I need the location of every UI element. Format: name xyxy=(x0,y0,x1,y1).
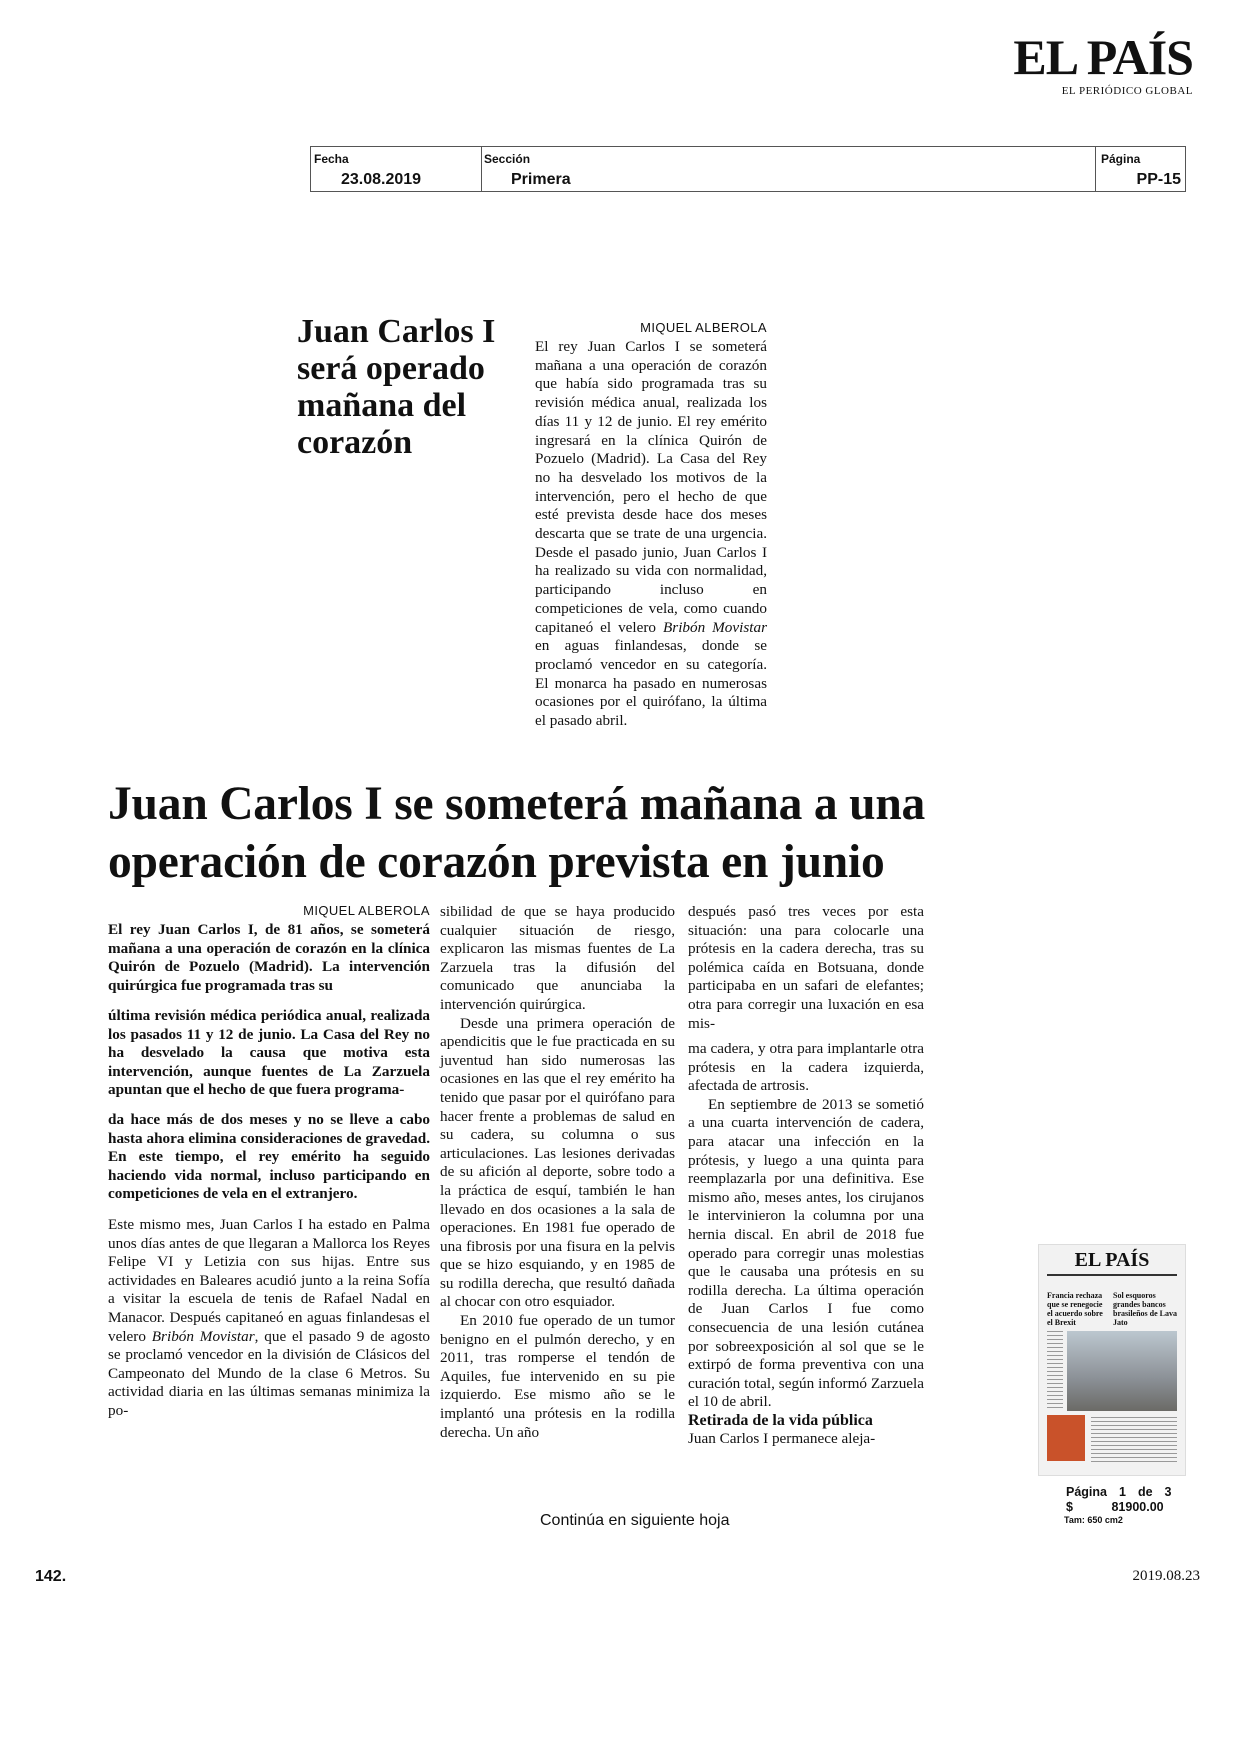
para-1-text-b: , que el pasado 9 de agosto se proclamó vencedor en la división de Clásicos del Campeonato del Mundo de la clase 6 Metros. Su actividad diaria en las últimas semanas minimiza la po- xyxy=(108,1327,431,1419)
page-counter xyxy=(1066,1485,1186,1499)
clip-date: 2019.08.23 xyxy=(1132,1568,1200,1584)
para-1-text-a: Este mismo mes, Juan Carlos I ha estado en Palma unos días antes de que llegaran a Mallorca los Reyes Felipe VI y Letizia con sus hijas. Entre sus actividades en Baleares acudió junto a la reina Sofía a visitar la escuela de tenis de Rafael Nadal en Manacor. Después capitaneó en aguas finlandesas el velero xyxy=(108,1216,430,1345)
lead-paragraph-3: da hace más de dos meses y no se lleve a cabo hasta ahora elimina consideraciones de gravedad. En este tiempo, el rey emérito ha seguido haciendo vida normal, incluso participando en competiciones de vela en el extranjero. xyxy=(108,1111,430,1203)
article-column-3-body xyxy=(688,1040,924,1449)
article-byline: MIQUEL ALBEROLA xyxy=(303,903,430,918)
page-word: Página xyxy=(1066,1485,1107,1499)
article-column-1-body xyxy=(108,1216,430,1421)
thumbnail-photo xyxy=(1067,1331,1177,1411)
date-cell xyxy=(311,147,482,191)
article-lead-part-2 xyxy=(108,1007,430,1100)
summary-text-italic: Bribón Movistar xyxy=(663,618,767,636)
page-of: de xyxy=(1137,1485,1153,1499)
col3-paragraph-1: después pasó tres veces por esta situación: una para colocarle una prótesis en la cadera derecha, tras su polémica caída en Botsuana, donde participaba en un safari de elefantes; otra para corregir una luxación en esa mis- xyxy=(688,903,924,1032)
page-current: 1 xyxy=(1119,1485,1126,1499)
body-paragraph xyxy=(108,1216,430,1421)
article-lead-part-1 xyxy=(108,921,430,995)
article-subhead: Retirada de la vida pública xyxy=(688,1411,873,1429)
date-value: 23.08.2019 xyxy=(341,171,422,188)
masthead-tagline: EL PERIÓDICO GLOBAL xyxy=(1061,85,1193,97)
masthead xyxy=(993,29,1193,97)
lead-paragraph-1: El rey Juan Carlos I, de 81 años, se someterá mañana a una operación de corazón en la clínica Quirón de Pozuelo (Madrid). La intervención quirúrgica fue programada tras su xyxy=(108,921,430,994)
date-label: Fecha xyxy=(314,152,349,166)
col2-paragraph-1: sibilidad de que se haya producido cualquier situación de riesgo, explicaron las mismas fuentes de La Zarzuela tras la difusión del comunicado que anunciaba la intervención quirúrgica. xyxy=(440,903,675,1013)
clip-number: 142. xyxy=(35,1568,67,1585)
thumbnail-headline-1: Francia rechaza que se renegocie el acuerdo sobre el Brexit xyxy=(1047,1291,1103,1327)
article-headline: Juan Carlos I se someterá mañana a una operación de corazón prevista en junio xyxy=(108,778,926,888)
article-column-3-top xyxy=(688,903,924,1033)
price-row xyxy=(1066,1500,1186,1514)
para-1-italic: Bribón Movistar xyxy=(151,1327,255,1345)
col2-paragraph-2: Desde una primera operación de apendicitis que le fue practicada en su juventud han sido numerosas las ocasiones en las que el rey emérito ha tenido que pasar por el quirófano para hacer frente a problemas de salud en su cadera, su columna o sus articulaciones. Las lesiones derivadas de su afición al deporte, sobre todo a la práctica de esquí, también le han llevado en dos ocasiones a la sala de operaciones. En 1981 fue operado de una fibrosis por una fisura en la pelvis que se hizo esquiando, y en 1985 de su rodilla derecha, que resultó dañada al chocar con otro esquiador. xyxy=(440,1014,675,1311)
section-cell xyxy=(481,147,1096,191)
continues-note: Continúa en siguiente hoja xyxy=(540,1512,730,1529)
price-value: 81900.00 xyxy=(1111,1500,1164,1514)
page-label: Página xyxy=(1101,152,1141,166)
page-value: PP-15 xyxy=(1136,171,1181,188)
col3-paragraph-3: En septiembre de 2013 se sometió a una cuarta intervención de cadera, para atacar una infección en la prótesis, y luego a una quinta para reemplazarla por una definitiva. Ese mismo año, meses antes, los cirujanos le intervinieron la columna por una hernia discal. En abril de 2018 fue operado para corregir unas molestias que le causaba una prótesis en su rodilla derecha. La última operación de Juan Carlos I fue como consecuencia de una lesión cutánea por sobreexposición al sol que se le extirpó de forma preventiva con una curación total, según informó Zarzuela el 10 de abril. xyxy=(688,1095,924,1411)
size-value: Tam: 650 cm2 xyxy=(1064,1515,1123,1525)
summary-body xyxy=(535,338,767,731)
thumbnail-red-box xyxy=(1047,1415,1085,1461)
thumbnail-headline-2: Sol esquoros grandes bancos brasileños de Lava Jato xyxy=(1113,1291,1178,1327)
summary-byline: MIQUEL ALBEROLA xyxy=(640,320,767,335)
article-lead-part-3 xyxy=(108,1111,430,1204)
el-pais-logo: EL PAÍS xyxy=(1013,29,1193,85)
summary-text-2: en aguas finlandesas, donde se proclamó vencedor en su categoría. El monarca ha pasado en numerosas ocasiones por el quirófano, la última el pasado abril. xyxy=(535,637,767,730)
thumbnail-text-block-2 xyxy=(1091,1417,1177,1463)
col3-paragraph-4: Juan Carlos I permanece aleja- xyxy=(688,1430,876,1448)
currency-symbol: $ xyxy=(1066,1500,1073,1514)
lead-paragraph-2: última revisión médica periódica anual, realizada los pasados 11 y 12 de junio. La Casa del Rey no ha desvelado la causa que motiva esta intervención, aunque fuentes de La Zarzuela apuntan que el hecho de que fuera programa- xyxy=(108,1007,430,1099)
article-column-2 xyxy=(440,903,675,1442)
thumbnail-text-block xyxy=(1047,1331,1063,1411)
section-value: Primera xyxy=(511,171,571,188)
col3-paragraph-2: ma cadera, y otra para implantarle otra prótesis en la cadera izquierda, afectada de artrosis. xyxy=(688,1040,924,1095)
thumbnail-rule xyxy=(1047,1274,1177,1276)
thumbnail-logo: EL PAÍS xyxy=(1074,1249,1150,1271)
section-label: Sección xyxy=(484,152,531,166)
col2-paragraph-3: En 2010 fue operado de un tumor benigno en el pulmón derecho, y en 2011, tras romperse el tendón de Aquiles, fue intervenido en su pie izquierdo. Ese mismo año se le implantó una prótesis en la rodilla derecha. Un año xyxy=(440,1312,675,1441)
front-page-thumbnail xyxy=(1038,1244,1186,1476)
page-cell xyxy=(1095,147,1185,191)
clipping-info-box xyxy=(310,146,1186,192)
summary-text-1: El rey Juan Carlos I se someterá mañana a una operación de corazón que había sido programada tras su revisión médica anual, realizada los días 11 y 12 de junio. El rey emérito ingresará en la clínica Quirón de Pozuelo (Madrid). La Casa del Rey no ha desvelado los motivos de la intervención, pero el hecho de que esté prevista desde hace dos meses descarta que se trate de una urgencia. Desde el pasado junio, Juan Carlos I ha realizado su vida con normalidad, participando incluso en competiciones de vela, como cuando capitaneó el velero xyxy=(535,338,767,636)
summary-headline: Juan Carlos I será operado mañana del corazón xyxy=(297,313,496,461)
page-total: 3 xyxy=(1164,1485,1172,1499)
